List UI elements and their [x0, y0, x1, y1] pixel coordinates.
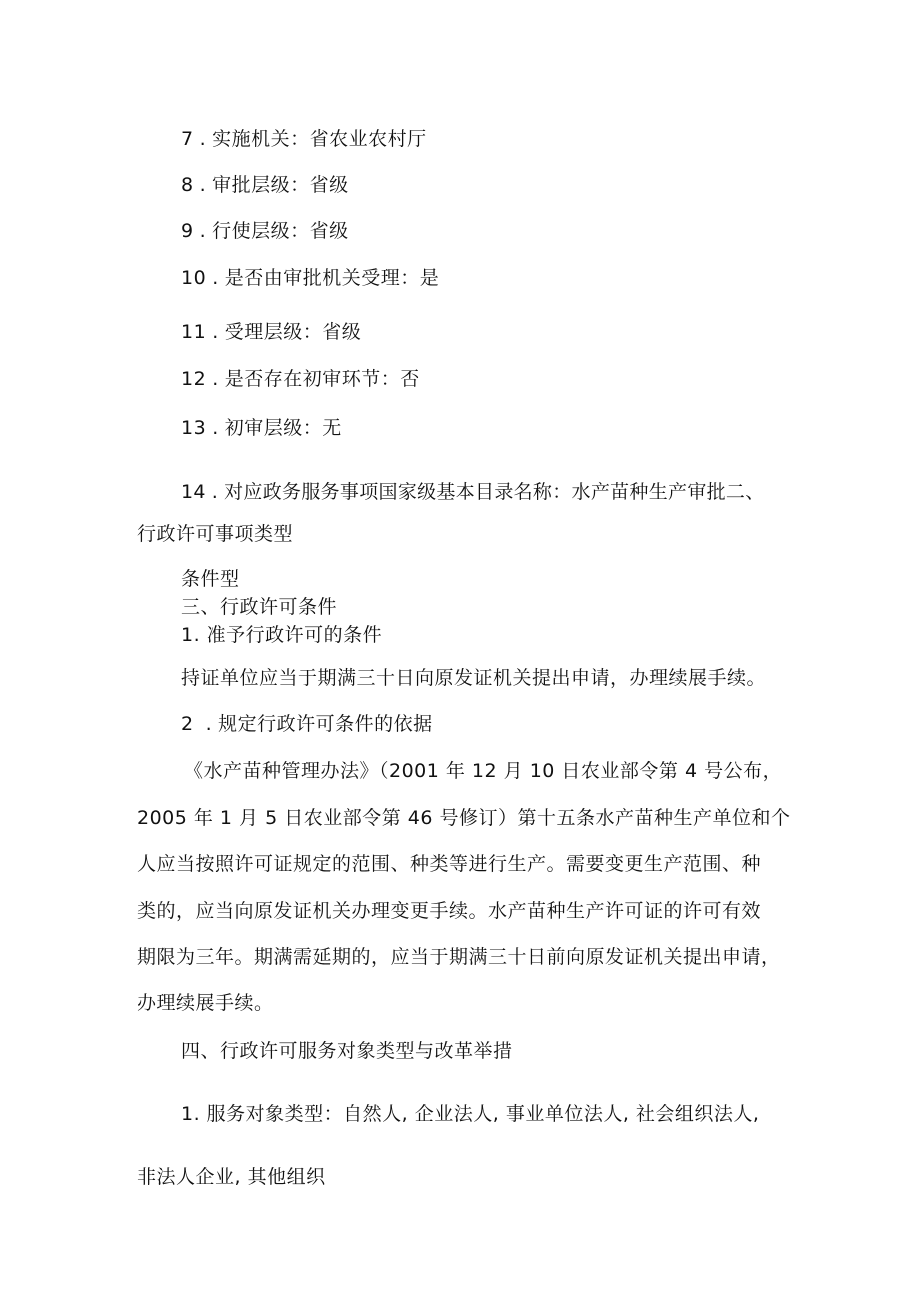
item-number: 10 — [181, 267, 207, 289]
item-number: 8 — [181, 174, 194, 196]
item-number: 7 — [181, 128, 194, 150]
list-item-12: 12 . 是否存在初审环节：否 — [181, 368, 420, 390]
basis-line-1: 《水产苗种管理办法》（2001 年 12 月 10 日农业部令第 4 号公布， — [184, 760, 783, 782]
basis-line-3: 人应当按照许可证规定的范围、种类等进行生产。需要变更生产范围、种 — [137, 853, 762, 875]
sub-1-heading: 1. 准予行政许可的条件 — [181, 624, 383, 646]
section-2-heading: 行政许可事项类型 — [137, 523, 294, 545]
list-item-14: 14 . 对应政务服务事项国家级基本目录名称：水产苗种生产审批二、 — [181, 481, 765, 503]
basis-line-4: 类的，应当向原发证机关办理变更手续。水产苗种生产许可证的许可有效 — [137, 900, 762, 922]
sub-1-text: 持证单位应当于期满三十日向原发证机关提出申请，办理续展手续。 — [181, 667, 767, 689]
item-number: 13 — [181, 417, 207, 439]
basis-line-6: 办理续展手续。 — [137, 992, 274, 1014]
basis-line-2: 2005 年 1 月 5 日农业部令第 46 号修订）第十五条水产苗种生产单位和个 — [137, 807, 791, 829]
item-text: 是否存在初审环节：否 — [224, 368, 420, 390]
list-item-11: 11 . 受理层级：省级 — [181, 321, 362, 343]
item-text: 是否由审批机关受理：是 — [224, 267, 440, 289]
item-text: 初审层级：无 — [224, 417, 342, 439]
item-number: 11 — [181, 321, 207, 343]
basis-line-5: 期限为三年。期满需延期的，应当于期满三十日前向原发证机关提出申请， — [137, 946, 781, 968]
item-number: 12 — [181, 368, 207, 390]
item-text: 审批层级：省级 — [212, 174, 349, 196]
list-item-9: 9 . 行使层级：省级 — [181, 220, 349, 242]
list-item-7: 7 . 实施机关：省农业农村厅 — [181, 128, 427, 150]
section-2-value: 条件型 — [181, 568, 240, 590]
section-3-heading: 三、行政许可条件 — [181, 596, 338, 618]
section-4-heading: 四、行政许可服务对象类型与改革举措 — [181, 1040, 513, 1062]
sub-2-heading: 规定行政许可条件的依据 — [218, 713, 433, 735]
list-item-13: 13 . 初审层级：无 — [181, 417, 342, 439]
item-text: 实施机关：省农业农村厅 — [212, 128, 427, 150]
list-item-10: 10 . 是否由审批机关受理：是 — [181, 267, 440, 289]
service-types-line-2: 非法人企业, 其他组织 — [137, 1166, 326, 1188]
item-number: 9 — [181, 220, 194, 242]
service-types-line-1: 1. 服务对象类型：自然人, 企业法人, 事业单位法人, 社会组织法人, — [181, 1103, 760, 1125]
item-text: 行使层级：省级 — [212, 220, 349, 242]
item-text: 对应政务服务事项国家级基本目录名称：水产苗种生产审批二、 — [224, 481, 765, 503]
sub-2-heading-line: 2 . 规定行政许可条件的依据 — [181, 713, 433, 735]
sub-2-number: 2 — [181, 713, 194, 735]
item-text: 受理层级：省级 — [224, 321, 362, 343]
item-number: 14 — [181, 481, 206, 503]
list-item-8: 8 . 审批层级：省级 — [181, 174, 349, 196]
